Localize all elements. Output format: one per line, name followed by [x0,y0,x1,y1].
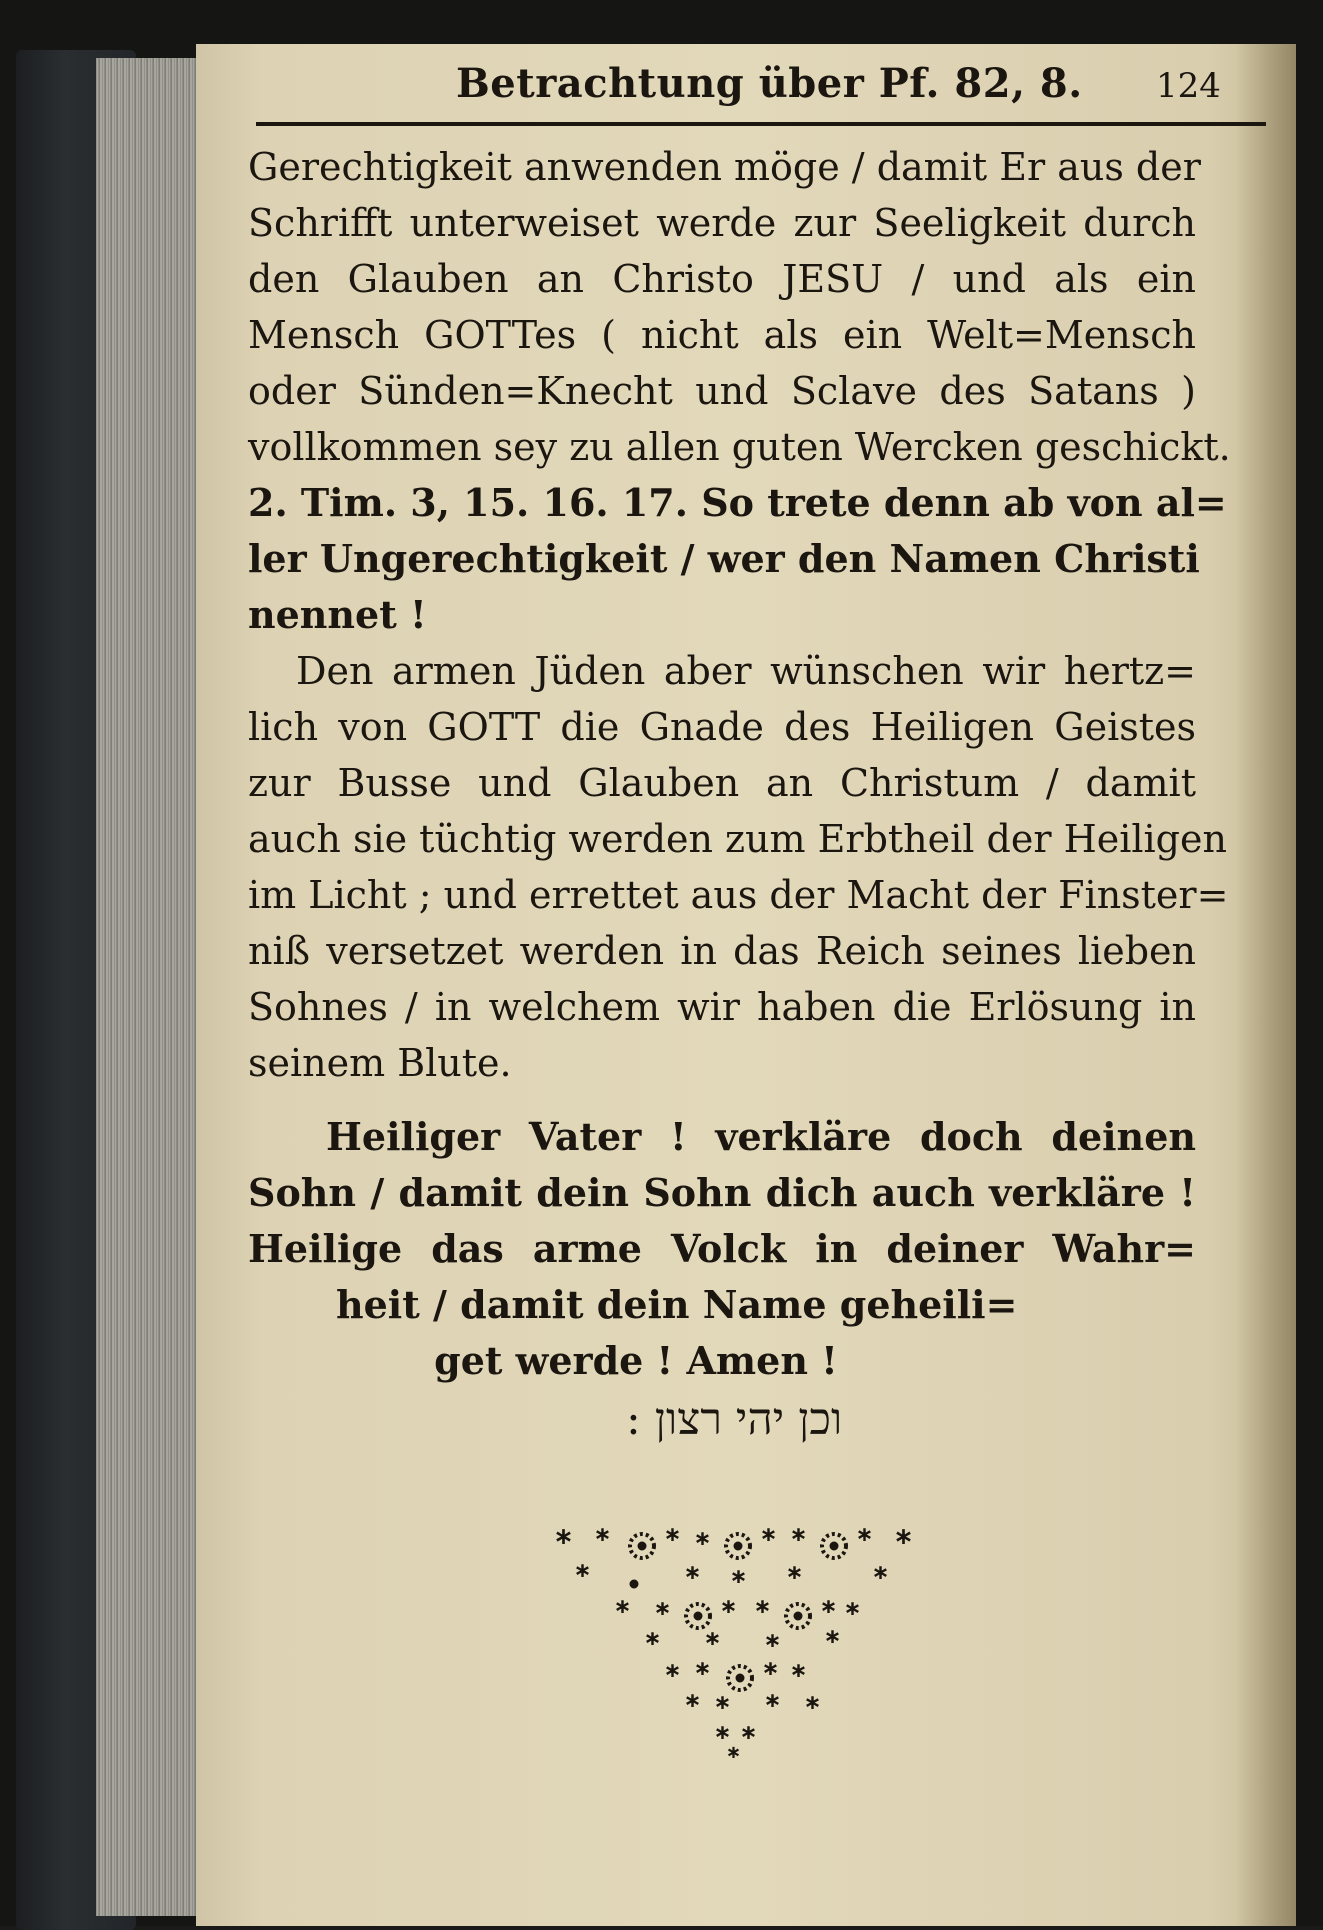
svg-text:*: * [556,1525,571,1560]
svg-text:*: * [656,1599,669,1629]
prayer-line: Heiliger Vater ! verkläre doch deinen [326,1114,1196,1159]
body-line: zur Busse und Glauben an Christum / damit [248,761,1196,805]
svg-text:*: * [728,1745,739,1770]
svg-text:*: * [822,1597,835,1627]
body-line: oder Sünden=Knecht und Sclave des Satans ) [248,369,1196,413]
svg-text:*: * [896,1525,911,1560]
svg-text:*: * [826,1627,839,1657]
svg-text:*: * [596,1525,609,1555]
hebrew-closing: וכן יהי רצון : [626,1394,843,1445]
svg-text:*: * [762,1525,775,1555]
svg-text:*: * [696,1529,709,1559]
body-line: Sohnes / in welchem wir haben die Erlösung in [248,985,1196,1029]
svg-text:*: * [646,1629,659,1659]
page-number: 124 [1156,66,1221,106]
page-gutter-shadow [1236,44,1296,1926]
body-line: Gerechtigkeit anwenden möge / damit Er aus der [248,145,1201,189]
body-line: 2. Tim. 3, 15. 16. 17. So trete denn ab von al= [248,480,1227,525]
body-line: Schrifft unterweiset werde zur Seeligkeit durch [248,201,1196,245]
svg-text:*: * [792,1525,805,1555]
svg-text:*: * [874,1563,887,1593]
body-line: lich von GOTT die Gnade des Heiligen Geistes [248,705,1196,749]
svg-text:*: * [706,1629,719,1659]
prayer-line: Heilige das arme Volck in deiner Wahr= [248,1226,1196,1271]
svg-text:*: * [716,1693,729,1723]
svg-text:*: * [722,1597,735,1627]
running-header: Betrachtung über Pf. 82, 8. [456,60,1083,107]
svg-text:*: * [576,1561,589,1591]
body-line: niß versetzet werden in das Reich seines lieben [248,929,1196,973]
svg-text:*: * [806,1693,819,1723]
body-line: im Licht ; und errettet aus der Macht der Finster= [248,873,1229,917]
prayer-line: get werde ! Amen ! [434,1338,838,1383]
svg-text:*: * [696,1659,709,1689]
svg-text:*: * [846,1599,859,1629]
svg-text:*: * [666,1525,679,1555]
svg-text:*: * [792,1661,805,1691]
body-line: den Glauben an Christo JESU / und als ein [248,257,1196,301]
svg-text:*: * [788,1563,801,1593]
svg-text:*: * [686,1691,699,1721]
body-line: Mensch GOTTes ( nicht als ein Welt=Mensch [248,313,1196,357]
svg-text:*: * [742,1723,755,1753]
body-line: ler Ungerechtigkeit / wer den Namen Christi [248,536,1200,581]
svg-text:*: * [756,1597,769,1627]
svg-text:*: * [616,1597,629,1627]
svg-text:*: * [858,1525,871,1555]
body-line: auch sie tüchtig werden zum Erbtheil der Heiligen [248,817,1227,861]
prayer-line: Sohn / damit dein Sohn dich auch verkläre ! [248,1170,1196,1215]
svg-text:*: * [766,1691,779,1721]
star-flower-ornament-icon [556,1524,976,1770]
svg-text:*: * [716,1723,729,1753]
prayer-line: heit / damit dein Name geheili= [336,1282,1018,1327]
svg-text:*: * [732,1567,745,1597]
header-rule [256,122,1266,126]
body-line: seinem Blute. [248,1041,512,1085]
body-line: vollkommen sey zu allen guten Wercken geschickt. [248,425,1231,469]
body-line: Den armen Jüden aber wünschen wir hertz= [296,649,1196,693]
book-page [196,44,1296,1926]
svg-text:*: * [666,1661,679,1691]
svg-text:*: * [686,1563,699,1593]
svg-text:*: * [766,1631,779,1661]
svg-text:*: * [764,1659,777,1689]
body-line: nennet ! [248,592,427,637]
